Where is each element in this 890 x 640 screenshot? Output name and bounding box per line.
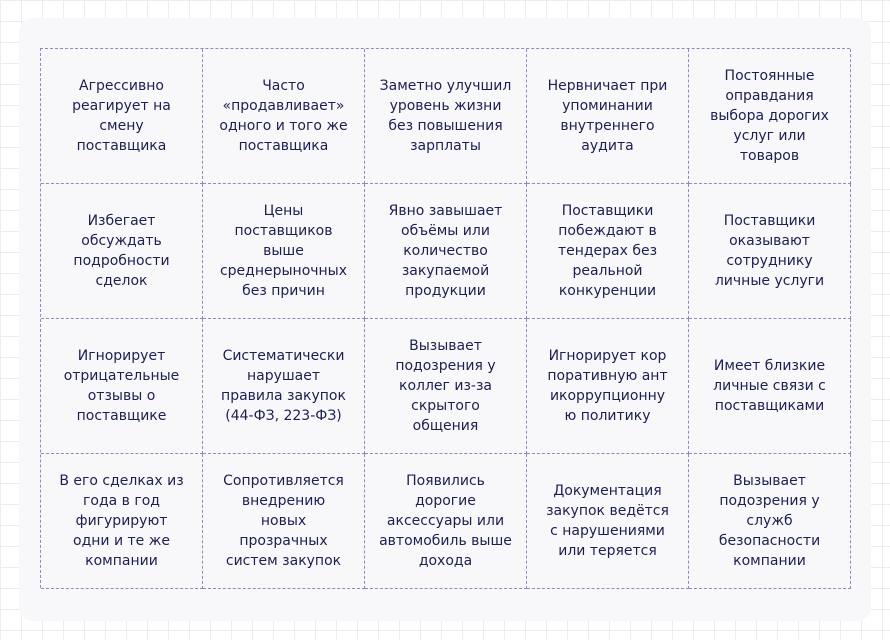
bingo-cell bbox=[689, 49, 851, 184]
bingo-cell bbox=[41, 319, 203, 454]
cell-text: Вызывает подозрения у коллег из-за скрытого общения bbox=[395, 338, 496, 434]
bingo-cell bbox=[41, 454, 203, 589]
bingo-cell bbox=[203, 319, 365, 454]
cell-text: Заметно улучшил уровень жизни без повышения зарплаты bbox=[379, 78, 512, 154]
bingo-cell bbox=[203, 454, 365, 589]
bingo-cell bbox=[203, 184, 365, 319]
bingo-cell bbox=[527, 319, 689, 454]
bingo-cell bbox=[365, 184, 527, 319]
cell-text: Избегает обсуждать подробности сделок bbox=[73, 213, 170, 289]
cell-text: Вызывает подозрения у служб безопасности компании bbox=[718, 473, 821, 569]
cell-text: Игнорирует корпоративную антикоррупционную политику bbox=[547, 348, 668, 424]
cell-text: Часто «продавливает» одного и того же поставщика bbox=[219, 78, 348, 154]
cell-text: Цены поставщиков выше среднерыночных без причин bbox=[219, 203, 348, 299]
bingo-card bbox=[19, 18, 871, 621]
cell-text: Нервничает при упоминании внутреннего аудита bbox=[547, 78, 668, 154]
cell-text: Агрессивно реагирует на смену поставщика bbox=[72, 78, 171, 154]
cell-text: В его сделках из года в год фигурируют одни и те же компании bbox=[59, 473, 184, 569]
cell-text: Систематически нарушает правила закупок (44-ФЗ, 223-ФЗ) bbox=[221, 348, 346, 424]
cell-text: Имеет близкие личные связи с поставщиками bbox=[713, 358, 826, 414]
bingo-cell bbox=[527, 454, 689, 589]
cell-text: Документация закупок ведётся с нарушениями или теряется bbox=[546, 483, 669, 559]
bingo-cell bbox=[527, 49, 689, 184]
cell-text: Явно завышает объёмы или количество закупаемой продукции bbox=[388, 203, 503, 299]
cell-text: Поставщики оказывают сотруднику личные услуги bbox=[714, 213, 825, 289]
bingo-cell bbox=[203, 49, 365, 184]
cell-text: Игнорирует отрицательные отзывы о поставщике bbox=[63, 348, 180, 424]
bingo-cell bbox=[365, 49, 527, 184]
bingo-cell bbox=[41, 49, 203, 184]
bingo-cell bbox=[527, 184, 689, 319]
bingo-grid bbox=[40, 48, 850, 588]
bingo-cell bbox=[689, 319, 851, 454]
bingo-cell bbox=[41, 184, 203, 319]
bingo-cell bbox=[365, 319, 527, 454]
cell-text: Поставщики побеждают в тендерах без реальной конкуренции bbox=[557, 203, 658, 299]
bingo-cell bbox=[689, 184, 851, 319]
bingo-cell bbox=[365, 454, 527, 589]
bingo-cell bbox=[689, 454, 851, 589]
cell-text: Постоянные оправдания выбора дорогих услуг или товаров bbox=[710, 68, 829, 164]
cell-text: Появились дорогие аксессуары или автомобиль выше дохода bbox=[379, 473, 512, 569]
cell-text: Сопротивляется внедрению новых прозрачных систем закупок bbox=[223, 473, 344, 569]
